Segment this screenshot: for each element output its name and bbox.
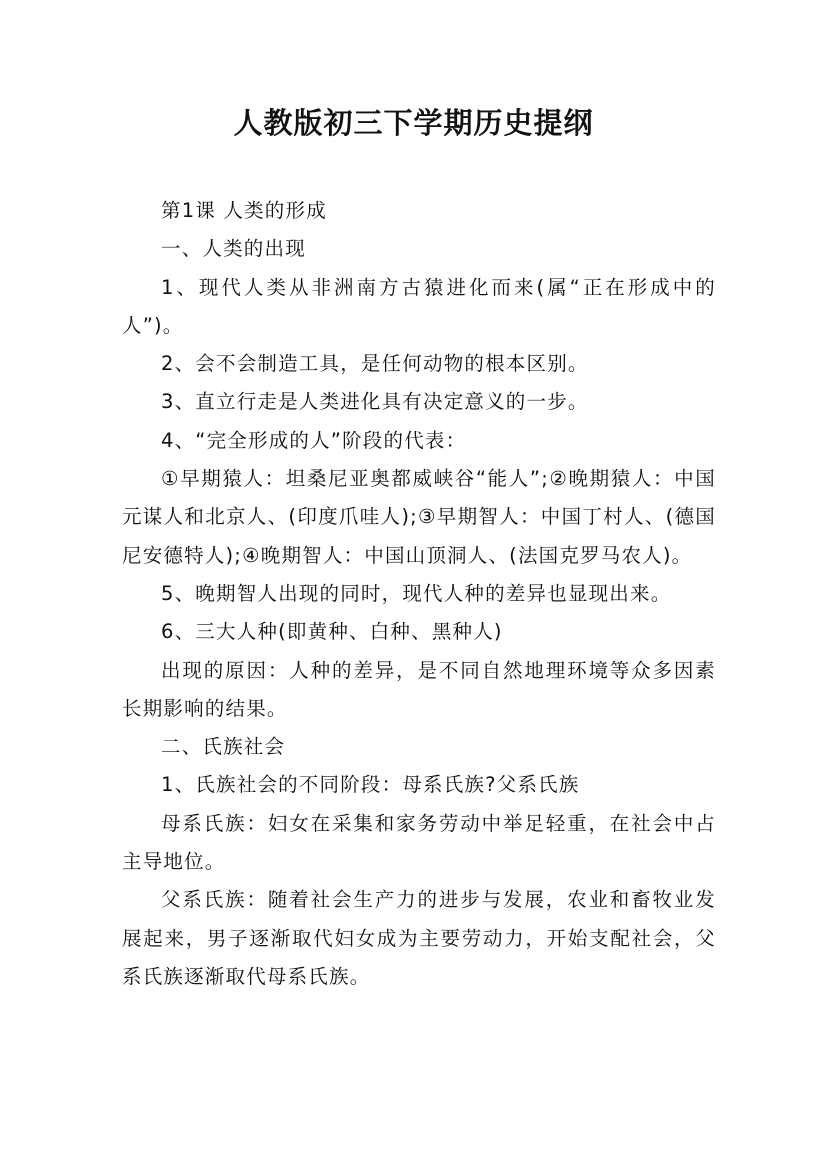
- paragraph: 6、三大人种(即黄种、白种、黑种人): [161, 620, 503, 644]
- paragraph: 3、直立行走是人类进化具有决定意义的一步。: [161, 390, 589, 414]
- paragraph: 5、晚期智人出现的同时，现代人种的差异也显现出来。: [161, 581, 672, 605]
- paragraph: 2、会不会制造工具，是任何动物的根本区别。: [161, 352, 589, 376]
- document-body: [122, 192, 716, 996]
- paragraph: 父系氏族：随着社会生产力的进步与发展，农业和畜牧业发展起来，男子逐渐取代妇女成为主要劳动力，开始支配社会，父系氏族逐渐取代母系氏族。: [122, 888, 716, 988]
- paragraph: 1、现代人类从非洲南方古猿进化而来(属“正在形成中的人”)。: [122, 275, 716, 337]
- document-title: 人教版初三下学期历史提纲: [233, 106, 594, 140]
- paragraph: 母系氏族：妇女在采集和家务劳动中举足轻重，在社会中占主导地位。: [122, 811, 716, 874]
- section-heading: 二、氏族社会: [161, 735, 286, 759]
- paragraph: 出现的原因：人种的差异，是不同自然地理环境等众多因素长期影响的结果。: [122, 658, 716, 720]
- paragraph: ①早期猿人：坦桑尼亚奥都威峡谷“能人”;②晚期猿人：中国元谋人和北京人、(印度爪哇人);③早期智人：中国丁村人、(德国尼安德特人);④晚期智人：中国山顶洞人、(法国克罗马农人)。: [122, 467, 716, 567]
- paragraph: 1、氏族社会的不同阶段：母系氏族?父系氏族: [161, 773, 580, 797]
- paragraph: 4、“完全形成的人”阶段的代表：: [161, 428, 467, 452]
- lesson-heading: 第1课 人类的形成: [161, 199, 327, 222]
- section-heading: 一、人类的出现: [161, 237, 306, 261]
